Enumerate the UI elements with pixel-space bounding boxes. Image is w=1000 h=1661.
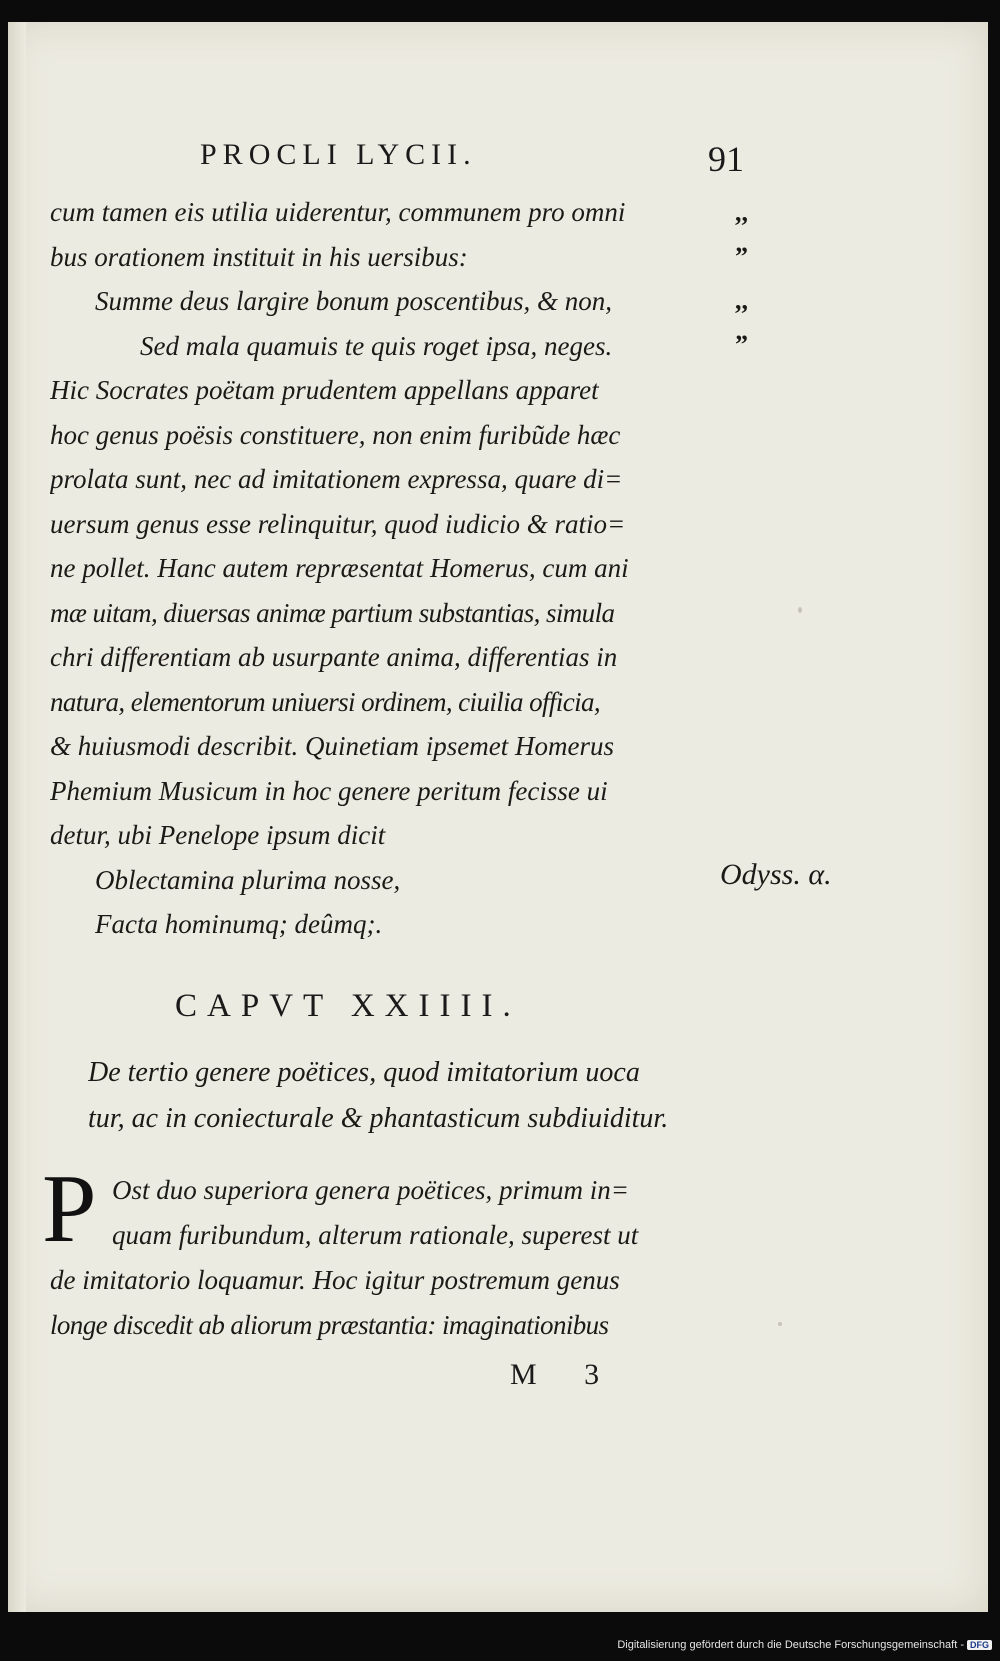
summary-line: tur, ac in coniecturale & phantasticum subdiuiditur.	[88, 1103, 669, 1134]
text-line: prolata sunt, nec ad imitationem expressa, quare di=	[50, 464, 623, 494]
quote-mark: ”	[735, 330, 748, 359]
digitization-credit	[617, 1639, 992, 1651]
page-number: 91	[708, 139, 744, 179]
running-title: PROCLI LYCII.	[200, 138, 477, 171]
paragraph-text	[50, 1168, 730, 1348]
paper-speck	[778, 1322, 782, 1326]
quotation-marks	[735, 198, 760, 374]
text-line: natura, elementorum uniuersi ordinem, ciuilia officia,	[50, 686, 601, 717]
text-line: mæ uitam, diuersas animæ partium substantias, simula	[50, 597, 615, 628]
text-line: detur, ubi Penelope ipsum dicit	[50, 820, 386, 850]
quote-mark: ”	[735, 242, 748, 271]
text-line: & huiusmodi describit. Quinetiam ipsemet Homerus	[50, 731, 614, 761]
credit-text: Digitalisierung gefördert durch die Deutsche Forschungsgemeinschaft -	[617, 1639, 964, 1651]
summary-line: De tertio genere poëtices, quod imitatorium uoca	[88, 1057, 640, 1088]
text-line: ne pollet. Hanc autem repræsentat Homerus, cum ani	[50, 553, 629, 583]
text-line: bus orationem instituit in his uersibus:	[50, 241, 468, 272]
text-line: Hic Socrates poëtam prudentem appellans apparet	[50, 375, 599, 405]
paper-speck	[798, 607, 802, 613]
dfg-logo-icon: DFG	[967, 1640, 992, 1650]
citation-line: Facta hominumq; deûmq;.	[95, 909, 383, 939]
citation-line: Oblectamina plurima nosse,	[95, 864, 401, 895]
quote-mark: ,,	[735, 198, 748, 227]
text-line: de imitatorio loquamur. Hoc igitur postremum genus	[50, 1265, 620, 1295]
text-line: quam furibundum, alterum rationale, superest ut	[112, 1220, 639, 1250]
drop-cap: P	[42, 1155, 97, 1263]
text-line: Phemium Musicum in hoc genere peritum fecisse ui	[50, 775, 608, 806]
text-line: uersum genus esse relinquitur, quod iudicio & ratio=	[50, 508, 626, 539]
quote-mark: ,,	[735, 286, 748, 315]
marginal-note: Odyss. α.	[720, 858, 832, 891]
main-text	[50, 190, 730, 947]
verse-line: Sed mala quamuis te quis roget ipsa, neges.	[140, 330, 613, 361]
text-line: Ost duo superiora genera poëtices, primum in=	[112, 1175, 629, 1205]
text-line: hoc genus poësis constituere, non enim furibũde hæc	[50, 419, 621, 450]
text-line: cum tamen eis utilia uiderentur, communem pro omni	[50, 197, 626, 227]
text-line: chri differentiam ab usurpante anima, differentias in	[50, 642, 618, 672]
chapter-summary	[88, 1050, 728, 1142]
chapter-title: CAPVT XXIIII.	[175, 988, 521, 1024]
signature-mark: M 3	[510, 1358, 620, 1391]
text-line: longe discedit ab aliorum præstantia: imaginationibus	[50, 1310, 609, 1340]
verse-line: Summe deus largire bonum poscentibus, & non,	[95, 286, 612, 316]
page-gutter	[8, 22, 26, 1612]
